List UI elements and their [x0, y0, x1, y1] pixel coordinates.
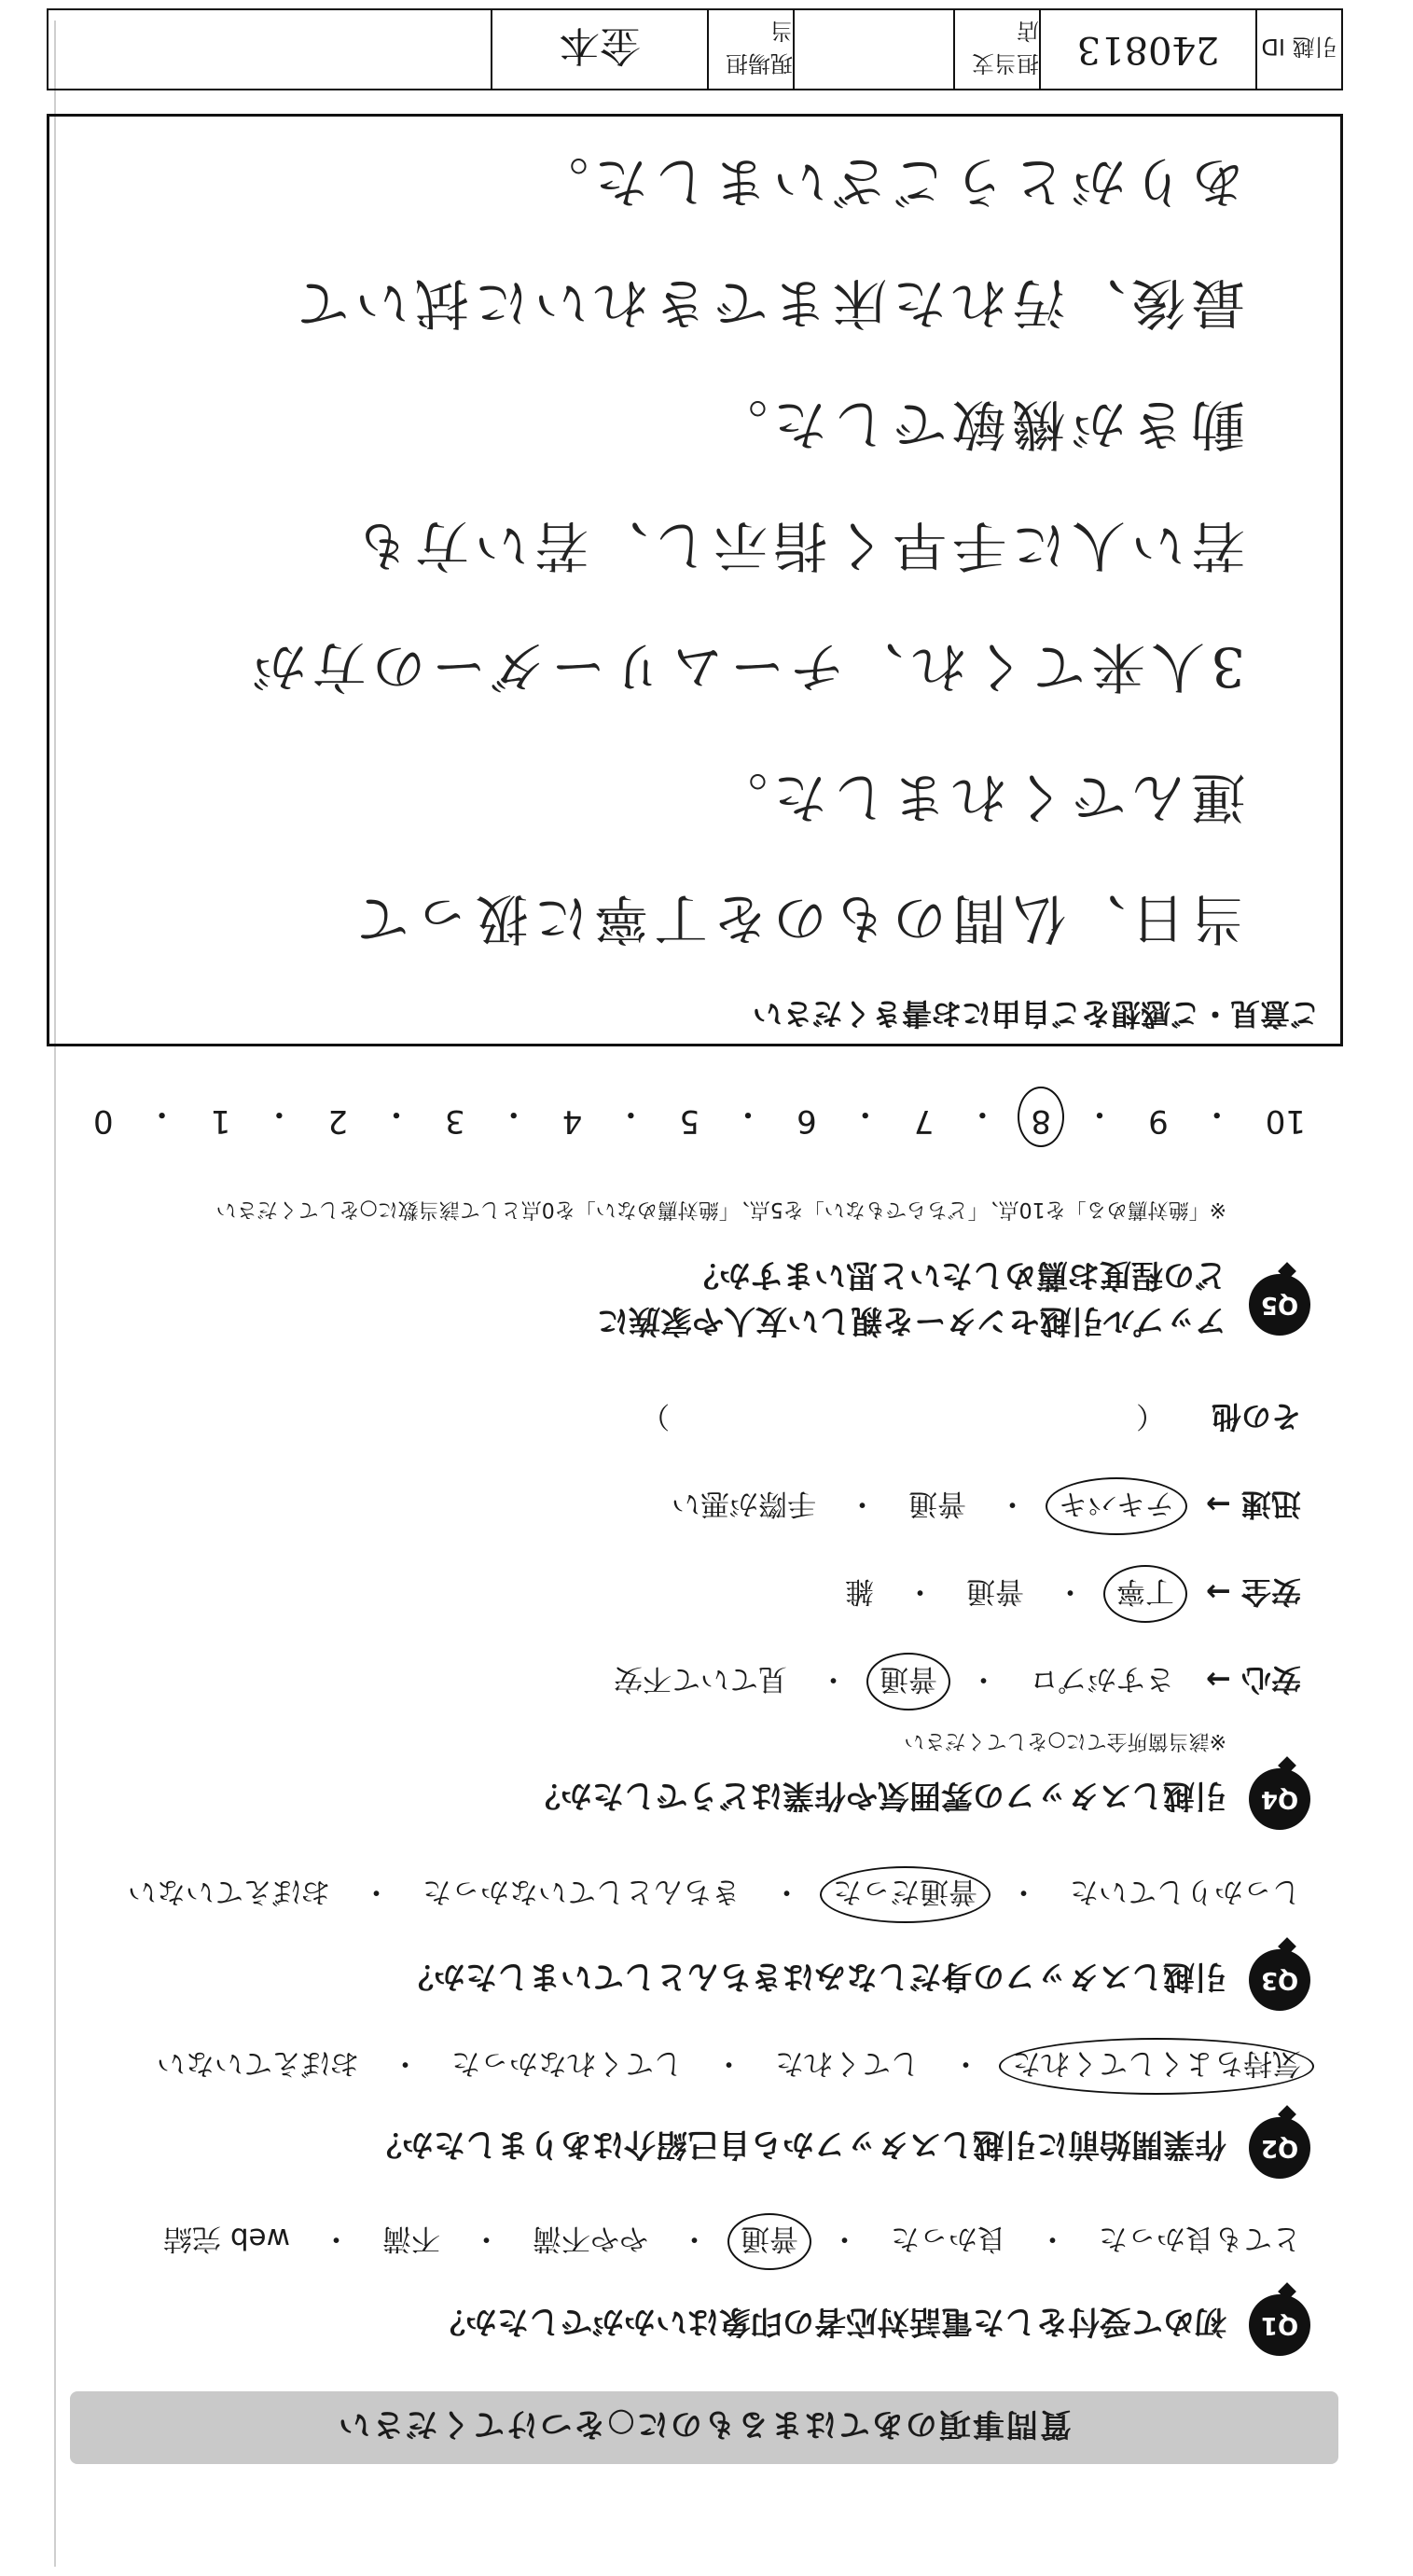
question-4	[529, 1768, 1310, 1830]
q4-option-selected[interactable]: 丁寧	[1116, 1572, 1174, 1615]
score-8-selected[interactable]: 8	[1031, 1094, 1051, 1140]
q1-badge: Q1	[1249, 2294, 1310, 2356]
score-sep: ・	[1084, 1095, 1116, 1132]
score-sep: ・	[497, 1095, 530, 1132]
q4-option[interactable]: 普通	[908, 1487, 967, 1520]
q2-option[interactable]: してくれた	[775, 2046, 920, 2080]
score-sep: ・	[732, 1095, 765, 1132]
score-sep: ・	[1200, 1095, 1233, 1132]
comment-title: ご意見・ご感想をご自由にお書きください	[752, 996, 1320, 1032]
q5-score-scale	[93, 1094, 1306, 1140]
handwritten-line: 最後、汚れた床まできれいに拭いて	[289, 271, 1245, 335]
q4-row-label: 迅速 →	[1206, 1487, 1301, 1522]
score-2[interactable]: 2	[327, 1102, 348, 1140]
q3-option[interactable]: きちんとしていなかった	[423, 1875, 741, 1908]
score-6[interactable]: 6	[797, 1102, 817, 1140]
score-sep: ・	[849, 1095, 881, 1132]
q4-option-selected[interactable]: 普通	[880, 1660, 937, 1703]
q3-badge: Q3	[1249, 1949, 1310, 2011]
office-use-table	[47, 8, 1343, 90]
q4-text: 引越しスタッフの雰囲気や作業はどうでしたか？	[529, 1777, 1226, 1815]
q5-badge: Q5	[1249, 1274, 1310, 1336]
q4-row-anzen: 安全 → 丁寧 ・ 普通 ・ 雑	[845, 1572, 1301, 1615]
q4-option[interactable]: 見ていて不安	[614, 1662, 788, 1696]
id-label: 引越 ID	[1255, 10, 1341, 89]
q3-option[interactable]: おぼえていない	[128, 1875, 330, 1908]
q2-option[interactable]: してくれなかった	[451, 2046, 683, 2080]
branch-label: 担当支店	[953, 10, 1039, 89]
score-0[interactable]: 0	[93, 1102, 114, 1140]
score-sep: ・	[966, 1095, 999, 1132]
q3-option-selected[interactable]: 普通だった	[833, 1874, 977, 1916]
score-3[interactable]: 3	[445, 1102, 465, 1140]
staff-signature: 金本	[491, 10, 707, 89]
question-2	[370, 2117, 1310, 2179]
q1-option[interactable]: やや不満	[533, 2222, 648, 2255]
q2-badge: Q2	[1249, 2117, 1310, 2179]
q3-option[interactable]: しっかりしていた	[1070, 1875, 1301, 1908]
score-1[interactable]: 1	[210, 1102, 231, 1140]
q4-row-anshin: 安心 → さすがプロ ・ 普通 ・ 見ていて不安	[614, 1660, 1301, 1703]
q4-row-label: 安全 →	[1206, 1574, 1301, 1610]
score-4[interactable]: 4	[561, 1102, 583, 1140]
score-sep: ・	[263, 1095, 296, 1132]
q4-option[interactable]: 普通	[966, 1574, 1025, 1608]
q1-option[interactable]: とても良かった	[1099, 2222, 1301, 2255]
score-10[interactable]: 10	[1265, 1102, 1306, 1140]
q2-text: 作業開始前に引越しスタッフから自己紹介はありましたか？	[370, 2126, 1226, 2164]
q4-row-label: その他	[1211, 1399, 1301, 1434]
q1-text: 初めて受付をした電話対応者の印象はいかがでしたか？	[434, 2303, 1226, 2341]
question-5	[597, 1255, 1310, 1347]
staff-label: 現場担当	[707, 10, 793, 89]
q5-text	[597, 1255, 1226, 1347]
q4-option[interactable]: 手際が悪い	[672, 1487, 817, 1520]
q4-row-jinsoku: 迅速 → テキパキ ・ 普通 ・ 手際が悪い	[672, 1485, 1301, 1528]
q1-option-selected[interactable]: 普通	[741, 2221, 798, 2263]
score-5[interactable]: 5	[679, 1102, 700, 1140]
handwritten-line: ありがとうございました。	[528, 150, 1245, 214]
q4-badge: Q4	[1249, 1768, 1310, 1830]
q5-text-line1: アップル引越センターを親しい友人や家族に	[597, 1302, 1226, 1339]
score-sep: ・	[615, 1095, 647, 1132]
q2-option-selected[interactable]: 気持ちよくしてくれた	[1012, 2045, 1301, 2087]
question-1	[434, 2294, 1310, 2356]
handwritten-line: 若い人に手早く指示し、若い方も	[349, 514, 1245, 577]
empty-cell	[48, 10, 491, 89]
q5-note: ※「絶対薦める」を10点、「どちらでもない」を5点、「絶対薦めない」を0点として該当数に○をしてください	[215, 1198, 1226, 1221]
handwritten-line: 3人来てくれ、チームリーダーの方が	[246, 635, 1245, 699]
q1-options: とても良かった ・ 良かった ・ 普通 ・ やや不満 ・ 不満 ・ web 完結	[163, 2221, 1301, 2263]
id-value: 240813	[1039, 10, 1255, 89]
q4-row-other	[641, 1397, 1301, 1440]
instruction-header: 質問事項のあてはまるものに○をつけてください	[337, 2405, 1072, 2444]
q4-option[interactable]: さすがプロ	[1030, 1662, 1175, 1696]
q2-options: 気持ちよくしてくれた ・ してくれた ・ してくれなかった ・ おぼえていない	[157, 2045, 1301, 2087]
q3-text: 引越しスタッフの身だしなみはきちんとしていましたか？	[402, 1958, 1226, 1996]
score-sep: ・	[381, 1095, 413, 1132]
q4-option[interactable]: 雑	[845, 1574, 875, 1608]
handwritten-line: 当日、仏間のものを丁寧に扱って	[349, 887, 1245, 950]
q4-row-label: 安心 →	[1206, 1662, 1301, 1697]
q4-other-open[interactable]: （	[1136, 1399, 1166, 1433]
score-9[interactable]: 9	[1148, 1102, 1169, 1140]
q5-text-line2: どの程度お薦めしたいと思いますか？	[687, 1256, 1226, 1294]
q1-option[interactable]: 良かった	[891, 2222, 1006, 2255]
branch-value	[793, 10, 953, 89]
question-3	[402, 1949, 1310, 2011]
score-7[interactable]: 7	[913, 1102, 935, 1140]
q1-option[interactable]: web 完結	[163, 2222, 290, 2255]
q1-option[interactable]: 不満	[382, 2222, 440, 2255]
q4-option-selected[interactable]: テキパキ	[1059, 1485, 1174, 1528]
q3-options: しっかりしていた ・ 普通だった ・ きちんとしていなかった ・ おぼえていない	[128, 1874, 1301, 1916]
handwritten-line: 動きが機敏でした。	[707, 393, 1245, 456]
handwritten-line: 運んでくれました。	[707, 766, 1245, 829]
q2-option[interactable]: おぼえていない	[157, 2046, 359, 2080]
score-sep: ・	[145, 1095, 178, 1132]
q4-other-close: ）	[641, 1399, 671, 1433]
q4-note: ※該当箇所全てに○をしてください	[904, 1729, 1226, 1752]
